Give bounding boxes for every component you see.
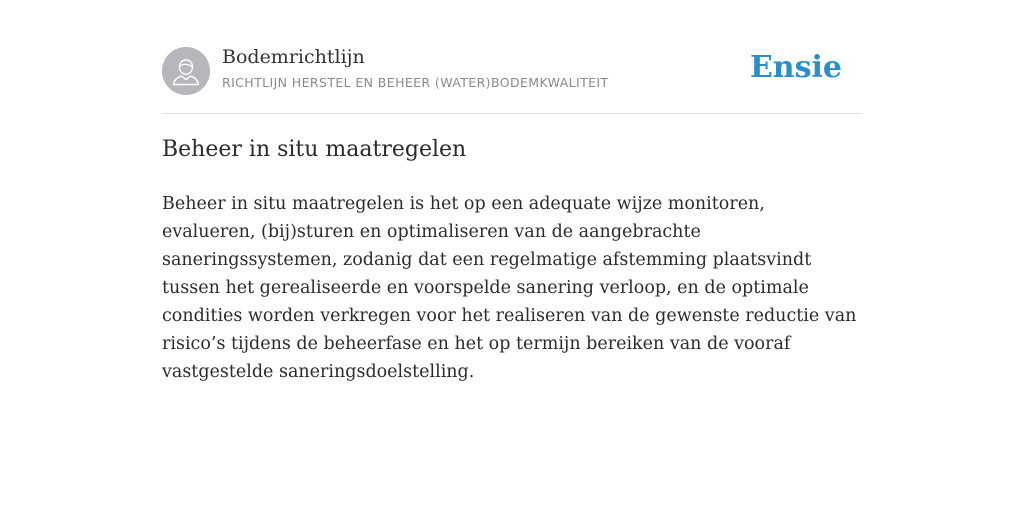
author-name[interactable]: Bodemrichtlijn xyxy=(222,46,365,68)
card-header xyxy=(162,0,862,114)
author-subtitle: RICHTLIJN HERSTEL EN BEHEER (WATER)BODEMKWALITEIT xyxy=(222,75,609,90)
entry-definition: Beheer in situ maatregelen is het op een adequate wijze monitoren, evalueren, (bij)sturen en optimaliseren van de aangebrachte saneringssystemen, zodanig dat een regelmatige afstemming plaatsvindt tussen het gerealiseerde en voorspelde sanering verloop, en de optimale condities worden verkregen voor het realiseren van de gewenste reductie van risico’s tijdens de beheerfase en het op termijn bereiken van de vooraf vastgestelde saneringsdoelstelling. xyxy=(162,194,857,382)
definition-card xyxy=(162,0,862,382)
avatar[interactable] xyxy=(162,47,210,95)
brand-logo[interactable]: Ensie xyxy=(749,50,842,85)
user-silhouette-icon xyxy=(162,47,210,95)
entry-title: Beheer in situ maatregelen xyxy=(162,137,467,162)
